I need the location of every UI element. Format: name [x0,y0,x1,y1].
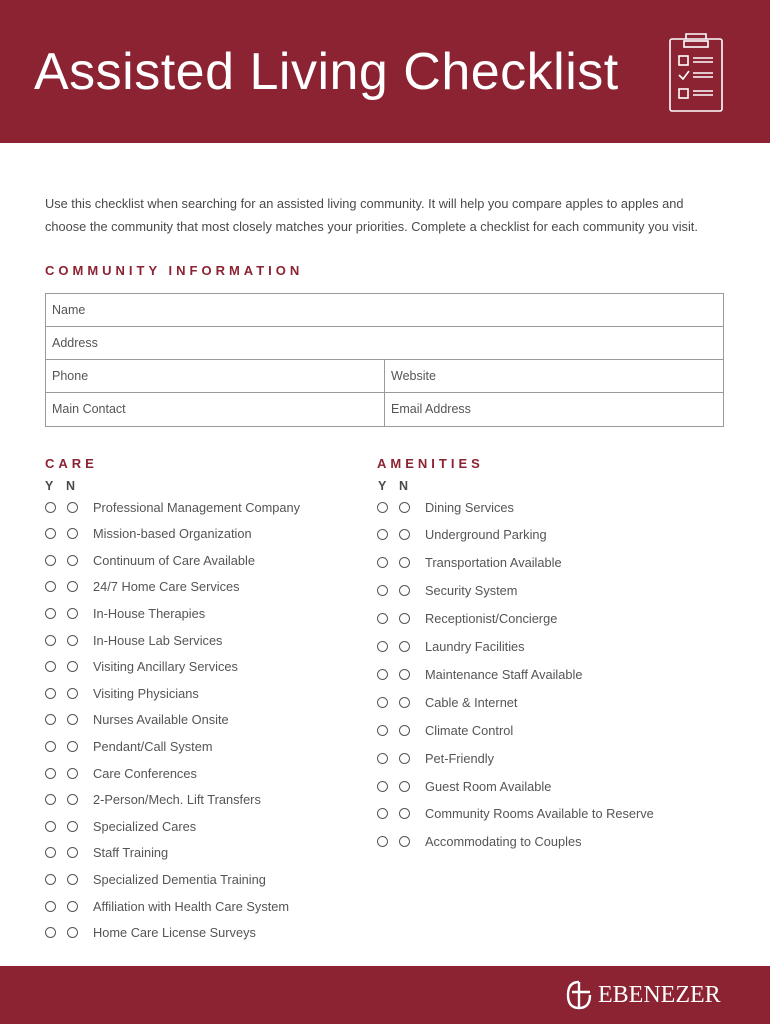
yes-radio[interactable] [45,874,56,885]
care-y-label: Y [45,479,54,493]
care-item [45,551,255,569]
amenities-item [377,749,494,767]
care-item-label: Mission-based Organization [93,526,252,542]
no-radio[interactable] [399,613,410,624]
care-item-label: 24/7 Home Care Services [93,579,240,595]
yes-radio[interactable] [45,821,56,832]
no-radio[interactable] [399,808,410,819]
care-item [45,897,289,915]
no-radio[interactable] [399,529,410,540]
header-banner [0,0,770,143]
amenities-item [377,833,582,851]
care-heading: CARE [45,456,98,471]
yes-radio[interactable] [45,608,56,619]
amenities-item-label: Transportation Available [425,555,562,571]
no-radio[interactable] [67,635,78,646]
yes-radio[interactable] [377,808,388,819]
care-item [45,791,261,809]
care-n-label: N [66,479,76,493]
yes-radio[interactable] [377,697,388,708]
care-item-label: Professional Management Company [93,499,300,515]
no-radio[interactable] [67,502,78,513]
amenities-item-label: Receptionist/Concierge [425,611,558,627]
care-item [45,737,213,755]
no-radio[interactable] [67,901,78,912]
yes-radio[interactable] [45,502,56,513]
amenities-item [377,665,582,683]
care-item [45,684,199,702]
no-radio[interactable] [399,753,410,764]
no-radio[interactable] [67,821,78,832]
no-radio[interactable] [399,641,410,652]
community-info-heading: COMMUNITY INFORMATION [45,263,304,278]
amenities-heading: AMENITIES [377,456,484,471]
yes-radio[interactable] [45,714,56,725]
no-radio[interactable] [399,557,410,568]
amenities-item-label: Cable & Internet [425,694,518,710]
care-item-label: 2-Person/Mech. Lift Transfers [93,792,261,808]
info-row-phone [46,360,723,393]
care-item [45,817,196,835]
amenities-item-label: Community Rooms Available to Reserve [425,806,654,822]
yes-radio[interactable] [377,781,388,792]
amenities-item [377,777,551,795]
no-radio[interactable] [67,528,78,539]
care-item-label: Affiliation with Health Care System [93,898,290,914]
no-radio[interactable] [399,836,410,847]
amenities-n-label: N [399,479,409,493]
amenities-item [377,554,562,572]
amenities-item [377,638,525,656]
no-radio[interactable] [67,794,78,805]
amenities-y-label: Y [378,479,387,493]
care-item [45,924,256,942]
care-item [45,844,168,862]
no-radio[interactable] [67,927,78,938]
amenities-item-label: Underground Parking [425,527,547,543]
no-radio[interactable] [399,725,410,736]
care-item [45,578,240,596]
website-field[interactable]: Website [391,369,436,383]
name-field[interactable]: Name [52,303,86,317]
care-item [45,631,222,649]
yes-radio[interactable] [45,581,56,592]
yes-radio[interactable] [45,741,56,752]
care-item-label: Specialized Cares [93,818,197,834]
no-radio[interactable] [67,741,78,752]
email-field[interactable]: Email Address [391,402,471,416]
no-radio[interactable] [399,502,410,513]
amenities-item-label: Security System [425,583,518,599]
amenities-yn-header [378,479,420,493]
care-item-label: Care Conferences [93,765,197,781]
yes-radio[interactable] [377,641,388,652]
care-item [45,525,252,543]
yes-radio[interactable] [377,585,388,596]
community-info-table [45,293,724,427]
yes-radio[interactable] [377,725,388,736]
care-item-label: Continuum of Care Available [93,552,255,568]
amenities-item-label: Accommodating to Couples [425,834,582,850]
yes-radio[interactable] [45,927,56,938]
amenities-item [377,610,557,628]
main-contact-field[interactable]: Main Contact [46,393,385,426]
amenities-item-label: Pet-Friendly [425,750,494,766]
care-item [45,711,229,729]
no-radio[interactable] [67,608,78,619]
amenities-item [377,805,654,823]
care-item [45,764,197,782]
care-item-label: Home Care License Surveys [93,925,256,941]
yes-radio[interactable] [377,753,388,764]
care-item-label: Nurses Available Onsite [93,712,229,728]
care-item-label: In-House Lab Services [93,632,223,648]
info-row-contact [46,393,723,426]
amenities-item-label: Climate Control [425,722,514,738]
address-field[interactable]: Address [52,336,98,350]
yes-radio[interactable] [377,529,388,540]
no-radio[interactable] [67,768,78,779]
care-item-label: Pendant/Call System [93,738,213,754]
ebenezer-logo [566,980,721,1010]
info-row-name [46,294,723,327]
amenities-item [377,498,514,516]
care-item [45,498,300,516]
care-yn-header [45,479,87,493]
no-radio[interactable] [399,669,410,680]
care-item-label: Visiting Physicians [93,685,199,701]
yes-radio[interactable] [377,502,388,513]
no-radio[interactable] [67,581,78,592]
yes-radio[interactable] [377,836,388,847]
yes-radio[interactable] [45,901,56,912]
yes-radio[interactable] [45,661,56,672]
yes-radio[interactable] [377,613,388,624]
no-radio[interactable] [67,555,78,566]
yes-radio[interactable] [45,794,56,805]
care-item-label: Visiting Ancillary Services [93,659,238,675]
care-item-label: Staff Training [93,845,169,861]
no-radio[interactable] [399,781,410,792]
care-item-label: In-House Therapies [93,605,206,621]
no-radio[interactable] [399,585,410,596]
amenities-item [377,582,517,600]
amenities-item [377,693,517,711]
clipboard-checklist-icon [668,31,724,113]
amenities-item [377,526,547,544]
no-radio[interactable] [67,688,78,699]
logo-text: EBENEZER [598,981,721,1008]
no-radio[interactable] [67,847,78,858]
no-radio[interactable] [67,874,78,885]
amenities-item-label: Guest Room Available [425,778,552,794]
yes-radio[interactable] [45,635,56,646]
care-item-label: Specialized Dementia Training [93,871,266,887]
yes-radio[interactable] [45,768,56,779]
no-radio[interactable] [399,697,410,708]
no-radio[interactable] [67,661,78,672]
yes-radio[interactable] [377,557,388,568]
yes-radio[interactable] [377,669,388,680]
page-title: Assisted Living Checklist [34,43,619,101]
amenities-item [377,721,513,739]
amenities-item-label: Maintenance Staff Available [425,666,583,682]
yes-radio[interactable] [45,688,56,699]
care-item [45,870,266,888]
amenities-item-label: Dining Services [425,499,514,515]
amenities-item-label: Laundry Facilities [425,639,525,654]
intro-paragraph: Use this checklist when searching for an assisted living community. It will help you compare apples to apples and choose the community that most closely matches your priorities. Complete a checklist for each community you visit. [45,196,698,234]
no-radio[interactable] [67,714,78,725]
ebenezer-logo-icon [566,980,592,1010]
yes-radio[interactable] [45,555,56,566]
care-item [45,658,238,676]
yes-radio[interactable] [45,528,56,539]
info-row-address [46,327,723,360]
phone-field[interactable]: Phone [46,360,385,392]
yes-radio[interactable] [45,847,56,858]
care-item [45,604,205,622]
